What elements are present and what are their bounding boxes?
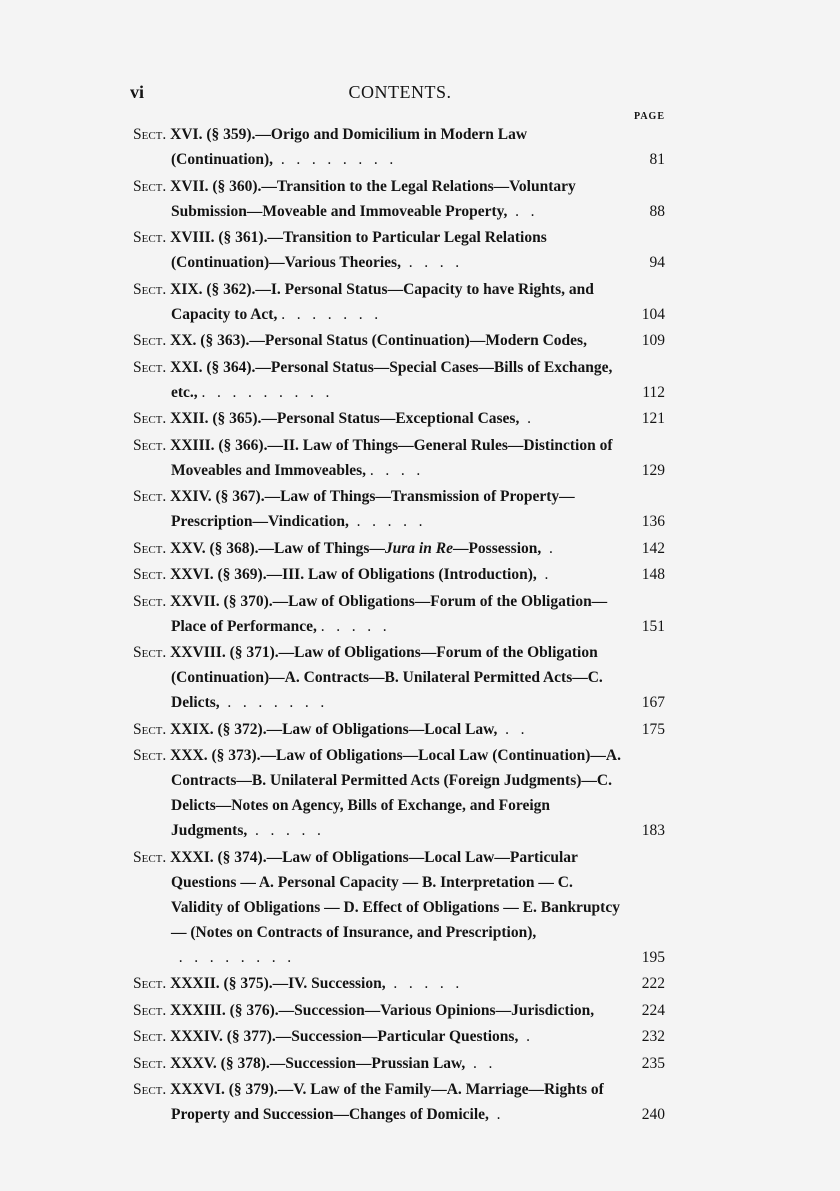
- toc-entry-title: XIX. (§ 362).—I. Personal Status—Capacity to have Rights, and Capacity to Act,: [170, 280, 594, 323]
- toc-entry-section-label: Sect.: [133, 975, 171, 992]
- toc-entry-section-label: Sect.: [133, 488, 171, 505]
- table-of-contents: [133, 122, 665, 1129]
- toc-entry-section-label: Sect.: [133, 332, 171, 349]
- toc-entry-page-number: 183: [641, 822, 665, 839]
- toc-entry-section-label: Sect.: [133, 644, 171, 661]
- toc-entry-title: XXXVI. (§ 379).—V. Law of the Family—A. Marriage—Rights of Property and Succession—Changes of Domicile,: [170, 1081, 604, 1123]
- toc-entry-section-label: Sect.: [133, 410, 171, 427]
- toc-entry-title-italic: Jura in Re: [384, 539, 453, 557]
- toc-entry-page-number: 232: [641, 1028, 665, 1045]
- toc-entry: [133, 536, 665, 561]
- toc-entry-title: XXVII. (§ 370).—Law of Obligations—Forum of the Obligation—Place of Performance,: [170, 592, 608, 635]
- toc-entry-title: XXIII. (§ 366).—II. Law of Things—General Rules—Distinction of Moveables and Immoveables,: [170, 436, 613, 479]
- toc-entry-leaders: . . . . .: [247, 822, 321, 839]
- toc-entry-page-number: 235: [641, 1054, 665, 1072]
- toc-entry-title: XXXIII. (§ 376).—Succession—Various Opinions—Jurisdiction,: [170, 1001, 595, 1019]
- toc-entry-page-number: 88: [649, 202, 665, 220]
- toc-entry-leaders: . . . . . . . .: [171, 948, 292, 966]
- toc-entry-leaders: .: [518, 1028, 530, 1045]
- toc-entry-title: XXVI. (§ 369).—III. Law of Obligations (Introduction),: [170, 566, 537, 583]
- toc-entry-title: XVIII. (§ 361).—Transition to Particular Legal Relations (Continuation)—Various Theories,: [170, 229, 547, 271]
- toc-entry-title-continued: —Possession,: [452, 539, 542, 557]
- toc-entry: [133, 717, 665, 742]
- toc-entry: [133, 1077, 665, 1127]
- toc-entry-page-number: 222: [641, 975, 665, 992]
- toc-entry-section-label: Sect.: [133, 539, 171, 557]
- page-column-label: PAGE: [633, 111, 665, 122]
- toc-entry-title: XXIV. (§ 367).—Law of Things—Transmission of Property—Prescription—Vindication,: [170, 488, 575, 530]
- toc-entry-leaders: . .: [507, 202, 535, 220]
- running-head-title: CONTENTS.: [348, 82, 452, 102]
- toc-entry-section-label: Sect.: [133, 1081, 171, 1098]
- toc-entry-leaders: . .: [497, 720, 525, 738]
- toc-entry-title: XXX. (§ 373).—Law of Obligations—Local Law (Continuation)—A. Contracts—B. Unilateral Permitted Acts (Foreign Judgments)—C. Delicts—Notes on Agency, Bills of Exchange, and Foreign Judgments,: [170, 747, 621, 839]
- toc-entry: [133, 484, 665, 534]
- toc-entry-section-label: Sect.: [133, 848, 171, 866]
- toc-entry-section-label: Sect.: [133, 592, 171, 610]
- page-number: vi: [130, 82, 145, 102]
- toc-entry-leaders: . . . . . . . . .: [197, 383, 330, 401]
- toc-entry: [133, 971, 665, 996]
- toc-entry-title: XVI. (§ 359).—Origo and Domicilium in Modern Law (Continuation),: [170, 126, 528, 168]
- toc-entry: [133, 122, 665, 172]
- toc-entry-leaders: . . . .: [366, 461, 421, 479]
- toc-entry-page-number: 195: [641, 948, 665, 966]
- toc-entry-section-label: Sect.: [133, 280, 171, 298]
- toc-entry-title: XXI. (§ 364).—Personal Status—Special Cases—Bills of Exchange, etc.,: [170, 358, 613, 401]
- toc-entry-page-number: 224: [641, 1001, 665, 1019]
- toc-entry-leaders: . . . . .: [385, 975, 460, 992]
- toc-entry: [133, 640, 665, 715]
- toc-entry-page-number: 81: [649, 151, 665, 168]
- toc-entry-page-number: 167: [641, 694, 665, 711]
- toc-entry-section-label: Sect.: [133, 1054, 171, 1072]
- toc-entry-section-label: Sect.: [133, 229, 171, 246]
- toc-entry-section-label: Sect.: [133, 358, 171, 376]
- toc-entry-page-number: 104: [641, 305, 665, 323]
- toc-entry: [133, 174, 665, 224]
- toc-entry-title: XXIX. (§ 372).—Law of Obligations—Local Law,: [170, 720, 498, 738]
- toc-entry-leaders: . . . . . . . .: [273, 151, 394, 168]
- toc-entry: [133, 406, 665, 431]
- toc-entry-page-number: 121: [641, 410, 665, 427]
- toc-entry-page-number: 129: [641, 461, 665, 479]
- toc-entry-title: XXXII. (§ 375).—IV. Succession,: [170, 975, 386, 992]
- toc-entry: [133, 277, 665, 327]
- toc-entry-page-number: 240: [641, 1106, 665, 1123]
- toc-entry: [133, 355, 665, 405]
- toc-entry-leaders: . . . . .: [348, 513, 423, 530]
- toc-entry: [133, 589, 665, 639]
- toc-entry-section-label: Sect.: [133, 566, 171, 583]
- toc-entry-leaders: .: [541, 539, 553, 557]
- toc-entry-section-label: Sect.: [133, 1028, 171, 1045]
- toc-entry-page-number: 142: [641, 539, 665, 557]
- toc-entry-title: XXII. (§ 365).—Personal Status—Exceptional Cases,: [170, 410, 520, 427]
- toc-entry-title: XX. (§ 363).—Personal Status (Continuation)—Modern Codes,: [170, 332, 587, 349]
- toc-entry: [133, 328, 665, 353]
- toc-entry: [133, 845, 665, 970]
- toc-entry-page-number: 151: [641, 617, 665, 635]
- toc-entry-title: XVII. (§ 360).—Transition to the Legal Relations—Voluntary Submission—Moveable and Immoveable Property,: [170, 177, 576, 220]
- toc-entry-leaders: . . . .: [400, 254, 460, 271]
- toc-entry-page-number: 175: [641, 720, 665, 738]
- toc-entry-section-label: Sect.: [133, 436, 171, 454]
- toc-entry: [133, 743, 665, 843]
- toc-entry-title: XXV. (§ 368).—Law of Things—: [170, 539, 385, 557]
- toc-entry-leaders: .: [536, 566, 549, 583]
- toc-entry: [133, 225, 665, 275]
- toc-entry: [133, 1051, 665, 1076]
- toc-entry-leaders: .: [488, 1106, 501, 1123]
- toc-entry-page-number: 109: [641, 332, 665, 349]
- toc-entry: [133, 1024, 665, 1049]
- toc-entry: [133, 998, 665, 1023]
- toc-entry-page-number: 94: [649, 254, 665, 271]
- toc-entry-title: XXVIII. (§ 371).—Law of Obligations—Forum of the Obligation (Continuation)—A. Contracts—B. Unilateral Permitted Acts—C. Delicts,: [170, 644, 603, 711]
- toc-entry-section-label: Sect.: [133, 177, 171, 195]
- toc-entry-page-number: 112: [642, 383, 665, 401]
- toc-entry: [133, 562, 665, 587]
- toc-entry-section-label: Sect.: [133, 747, 171, 764]
- toc-entry-leaders: . . . . . . .: [219, 694, 325, 711]
- toc-entry-title: XXXV. (§ 378).—Succession—Prussian Law,: [170, 1054, 466, 1072]
- toc-entry-leaders: . . . . .: [316, 617, 387, 635]
- toc-entry-leaders: . . . . . . .: [277, 305, 379, 323]
- toc-entry-title: XXXIV. (§ 377).—Succession—Particular Questions,: [170, 1028, 519, 1045]
- toc-entry-title: XXXI. (§ 374).—Law of Obligations—Local Law—Particular Questions — A. Personal Capacity — B. Interpretation — C. Validity of Obligations — D. Effect of Obligations — E. Bankruptcy — (Notes on Contracts of Insurance, and Prescription),: [170, 848, 620, 941]
- toc-entry-page-number: 148: [641, 566, 665, 583]
- toc-entry-leaders: .: [519, 410, 531, 427]
- toc-entry-page-number: 136: [641, 513, 665, 530]
- toc-entry-section-label: Sect.: [133, 126, 171, 143]
- toc-entry-leaders: . .: [465, 1054, 493, 1072]
- toc-entry: [133, 433, 665, 483]
- toc-entry-section-label: Sect.: [133, 720, 171, 738]
- toc-entry-section-label: Sect.: [133, 1001, 171, 1019]
